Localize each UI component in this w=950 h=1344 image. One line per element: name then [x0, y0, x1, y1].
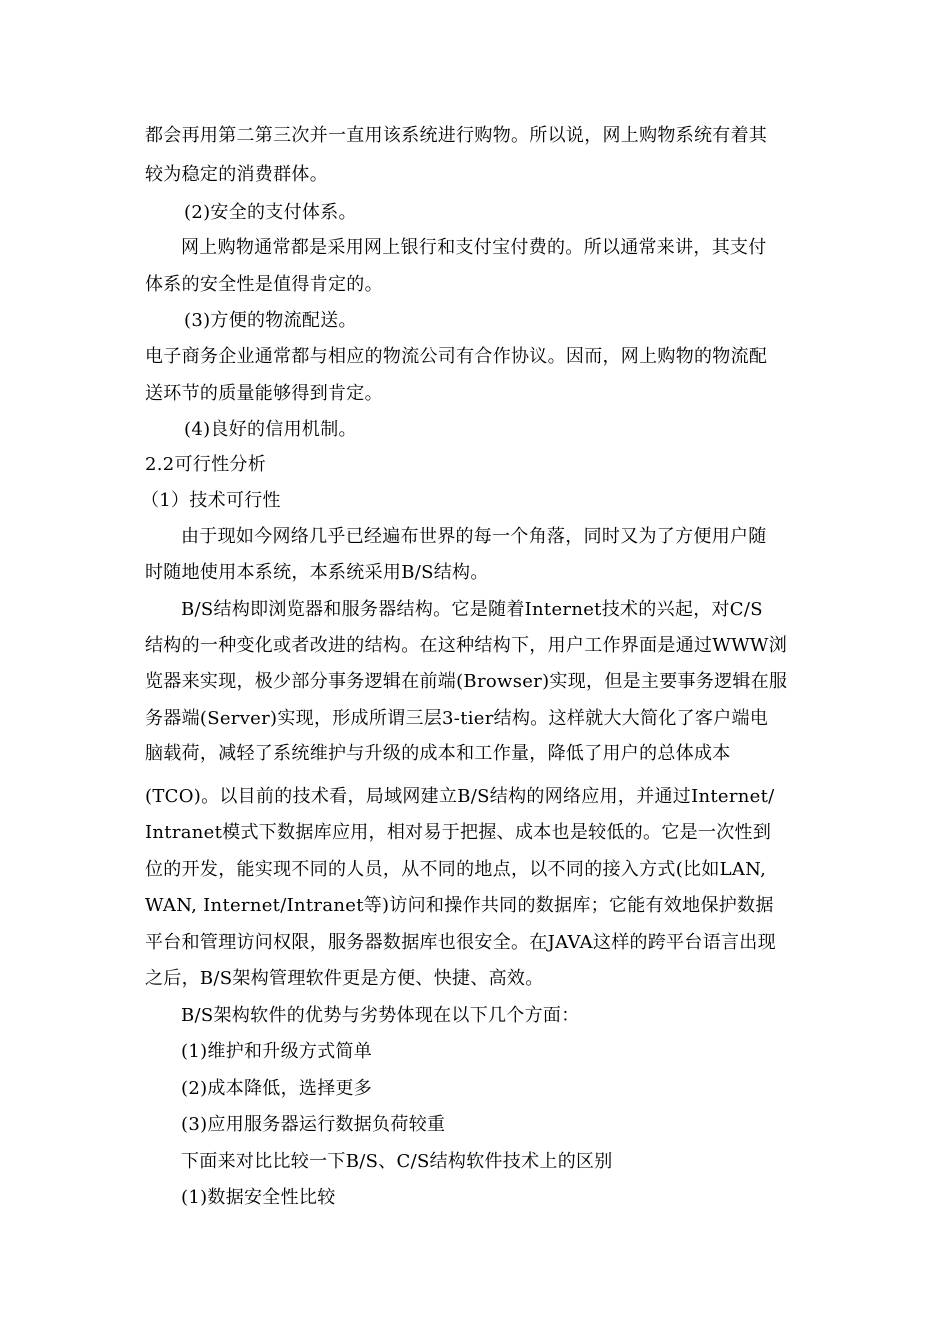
paragraph-line: (TCO)。以目前的技术看，局域网建立B/S结构的网络应用，并通过Internet/	[145, 786, 775, 807]
paragraph-line: Intranet模式下数据库应用，相对易于把握、成本也是较低的。它是一次性到	[145, 822, 772, 843]
list-item: (1)数据安全性比较	[181, 1187, 336, 1208]
paragraph-line: 务器端(Server)实现，形成所谓三层3-tier结构。这样就大大简化了客户端电	[145, 708, 769, 729]
list-item: (2)成本降低，选择更多	[181, 1078, 373, 1099]
list-item: (3)应用服务器运行数据负荷较重	[181, 1114, 446, 1135]
paragraph-line: 网上购物通常都是采用网上银行和支付宝付费的。所以通常来讲，其支付	[181, 237, 767, 258]
paragraph-line: 平台和管理访问权限，服务器数据库也很安全。在JAVA这样的跨平台语言出现	[145, 932, 776, 953]
paragraph-line: 位的开发，能实现不同的人员，从不同的地点，以不同的接入方式(比如LAN,	[145, 859, 767, 880]
paragraph-line: 结构的一种变化或者改进的结构。在这种结构下，用户工作界面是通过WWW浏	[145, 635, 787, 656]
paragraph-line: B/S结构即浏览器和服务器结构。它是随着Internet技术的兴起，对C/S	[181, 599, 763, 620]
list-item: (1)维护和升级方式简单	[181, 1041, 373, 1062]
paragraph-line: 较为稳定的消费群体。	[145, 164, 328, 185]
paragraph-line: 览器来实现，极少部分事务逻辑在前端(Browser)实现，但是主要事务逻辑在服	[145, 671, 788, 692]
list-item: (4)良好的信用机制。	[184, 419, 357, 440]
paragraph-line: 时随地使用本系统，本系统采用B/S结构。	[145, 562, 489, 583]
paragraph-line: 下面来对比比较一下B/S、C/S结构软件技术上的区别	[181, 1151, 613, 1172]
paragraph-line: 送环节的质量能够得到肯定。	[145, 383, 383, 404]
list-item: (2)安全的支付体系。	[184, 202, 357, 223]
paragraph-line: 电子商务企业通常都与相应的物流公司有合作协议。因而，网上购物的物流配	[145, 346, 768, 367]
paragraph-line: 都会再用第二第三次并一直用该系统进行购物。所以说，网上购物系统有着其	[145, 125, 768, 146]
paragraph-line: 由于现如今网络几乎已经遍布世界的每一个角落，同时又为了方便用户随	[181, 526, 767, 547]
subsection-heading: （1）技术可行性	[141, 490, 281, 511]
paragraph-line: 脑载荷，减轻了系统维护与升级的成本和工作量，降低了用户的总体成本	[145, 743, 731, 764]
paragraph-line: 之后，B/S架构管理软件更是方便、快捷、高效。	[145, 968, 544, 989]
section-heading: 2.2可行性分析	[145, 454, 267, 475]
paragraph-line: WAN, Internet/Intranet等)访问和操作共同的数据库；它能有效地保护数据	[145, 895, 774, 916]
paragraph-line: B/S架构软件的优势与劣势体现在以下几个方面：	[181, 1005, 580, 1026]
list-item: (3)方便的物流配送。	[184, 310, 357, 331]
paragraph-line: 体系的安全性是值得肯定的。	[145, 274, 383, 295]
